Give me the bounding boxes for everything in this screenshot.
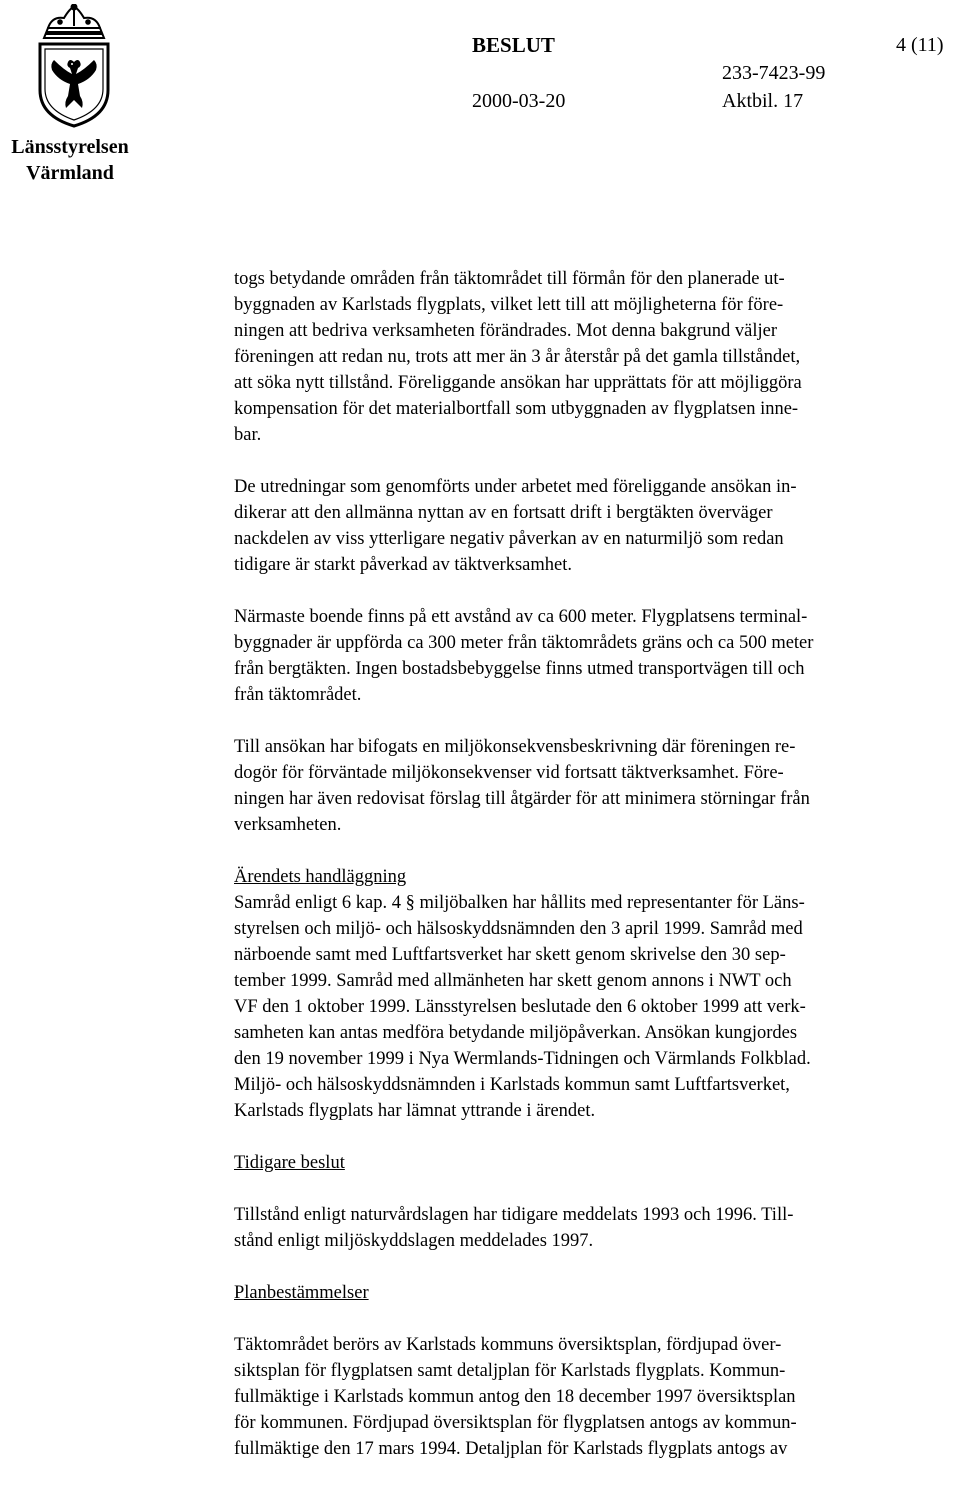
- text-line: tember 1999. Samråd med allmänheten har skett genom annons i NWT och: [234, 971, 792, 991]
- text-line: VF den 1 oktober 1999. Länsstyrelsen beslutade den 6 oktober 1999 att verk-: [234, 997, 806, 1017]
- text-line: Täktområdet berörs av Karlstads kommuns översiktsplan, fördjupad över-: [234, 1335, 782, 1355]
- document-date: 2000-03-20: [472, 90, 566, 112]
- text-line: närboende samt med Luftfartsverket har skett genom skrivelse den 30 sep-: [234, 945, 786, 965]
- case-number: 233-7423-99: [722, 62, 826, 84]
- text-line: Till ansökan har bifogats en miljökonsekvensbeskrivning där föreningen re-: [234, 737, 796, 757]
- text-line: att söka nytt tillstånd. Föreliggande ansökan har upprättats för att möjliggöra: [234, 373, 802, 393]
- text-line: ningen har även redovisat förslag till åtgärder för att minimera störningar från: [234, 789, 810, 809]
- text-line: från bergtäkten. Ingen bostadsbebyggelse finns utmed transportvägen till och: [234, 659, 805, 679]
- paragraph-previous-permits: [234, 1202, 934, 1254]
- text-line: fullmäktige i Karlstads kommun antog den 18 december 1997 översiktsplan: [234, 1387, 796, 1407]
- text-line: togs betydande områden från täktområdet till förmån för den planerade ut-: [234, 269, 785, 289]
- section-handlaggning: [234, 864, 934, 1124]
- coat-of-arms-logo: [30, 4, 118, 128]
- section-heading: Tidigare beslut: [234, 1153, 345, 1173]
- text-line: Samråd enligt 6 kap. 4 § miljöbalken har hållits med representanter för Läns-: [234, 893, 805, 913]
- text-line: Karlstads flygplats har lämnat yttrande i ärendet.: [234, 1101, 596, 1121]
- text-line: De utredningar som genomförts under arbetet med föreliggande ansökan in-: [234, 477, 797, 497]
- document-body: [234, 266, 934, 1488]
- text-line: byggnader är uppförda ca 300 meter från täktområdets gräns och ca 500 meter: [234, 633, 814, 653]
- page-number: 4 (11): [896, 34, 944, 56]
- text-line: tidigare är starkt påverkad av täktverksamhet.: [234, 555, 572, 575]
- paragraph-residents: [234, 604, 934, 708]
- paragraph-eia: [234, 734, 934, 838]
- text-line: dogör för förväntade miljökonsekvenser vid fortsatt täktverksamhet. Före-: [234, 763, 784, 783]
- organization-county: Värmland: [26, 162, 114, 184]
- text-line: siktsplan för flygplatsen samt detaljplan för Karlstads flygplats. Kommun-: [234, 1361, 786, 1381]
- text-line: nackdelen av viss ytterligare negativ påverkan av en naturmiljö som redan: [234, 529, 784, 549]
- section-tidigare-heading: [234, 1150, 934, 1176]
- section-heading: Planbestämmelser: [234, 1283, 369, 1303]
- document-type: BESLUT: [472, 33, 555, 57]
- text-line: bar.: [234, 425, 262, 445]
- text-line: från täktområdet.: [234, 685, 362, 705]
- text-line: dikerar att den allmänna nyttan av en fortsatt drift i bergtäkten överväger: [234, 503, 773, 523]
- section-plan-heading: [234, 1280, 934, 1306]
- text-line: byggnaden av Karlstads flygplats, vilket lett till att möjligheterna för före-: [234, 295, 784, 315]
- text-line: Miljö- och hälsoskyddsnämnden i Karlstads kommun samt Luftfartsverket,: [234, 1075, 790, 1095]
- paragraph-investigations: [234, 474, 934, 578]
- section-heading: Ärendets handläggning: [234, 867, 407, 887]
- paragraph-background: [234, 266, 934, 448]
- text-line: stånd enligt miljöskyddslagen meddelades 1997.: [234, 1231, 594, 1251]
- paragraph-planning: [234, 1332, 934, 1462]
- text-line: Tillstånd enligt naturvårdslagen har tidigare meddelats 1993 och 1996. Till-: [234, 1205, 794, 1225]
- text-line: den 19 november 1999 i Nya Wermlands-Tidningen och Värmlands Folkblad.: [234, 1049, 811, 1069]
- text-line: Närmaste boende finns på ett avstånd av ca 600 meter. Flygplatsens terminal-: [234, 607, 808, 627]
- text-line: verksamheten.: [234, 815, 342, 835]
- text-line: kompensation för det materialbortfall som utbyggnaden av flygplatsen inne-: [234, 399, 799, 419]
- text-line: ningen att bedriva verksamheten förändrades. Mot denna bakgrund väljer: [234, 321, 777, 341]
- text-line: för kommunen. Fördjupad översiktsplan för flygplatsen antogs av kommun-: [234, 1413, 797, 1433]
- appendix-reference: Aktbil. 17: [722, 90, 804, 112]
- text-line: samheten kan antas medföra betydande miljöpåverkan. Ansökan kungjordes: [234, 1023, 798, 1043]
- organization-name: Länsstyrelsen: [11, 136, 129, 158]
- text-line: föreningen att redan nu, trots att mer än 3 år återstår på det gamla tillståndet,: [234, 347, 801, 367]
- text-line: fullmäktige den 17 mars 1994. Detaljplan för Karlstads flygplats antogs av: [234, 1439, 788, 1459]
- text-line: styrelsen och miljö- och hälsoskyddsnämnden den 3 april 1999. Samråd med: [234, 919, 803, 939]
